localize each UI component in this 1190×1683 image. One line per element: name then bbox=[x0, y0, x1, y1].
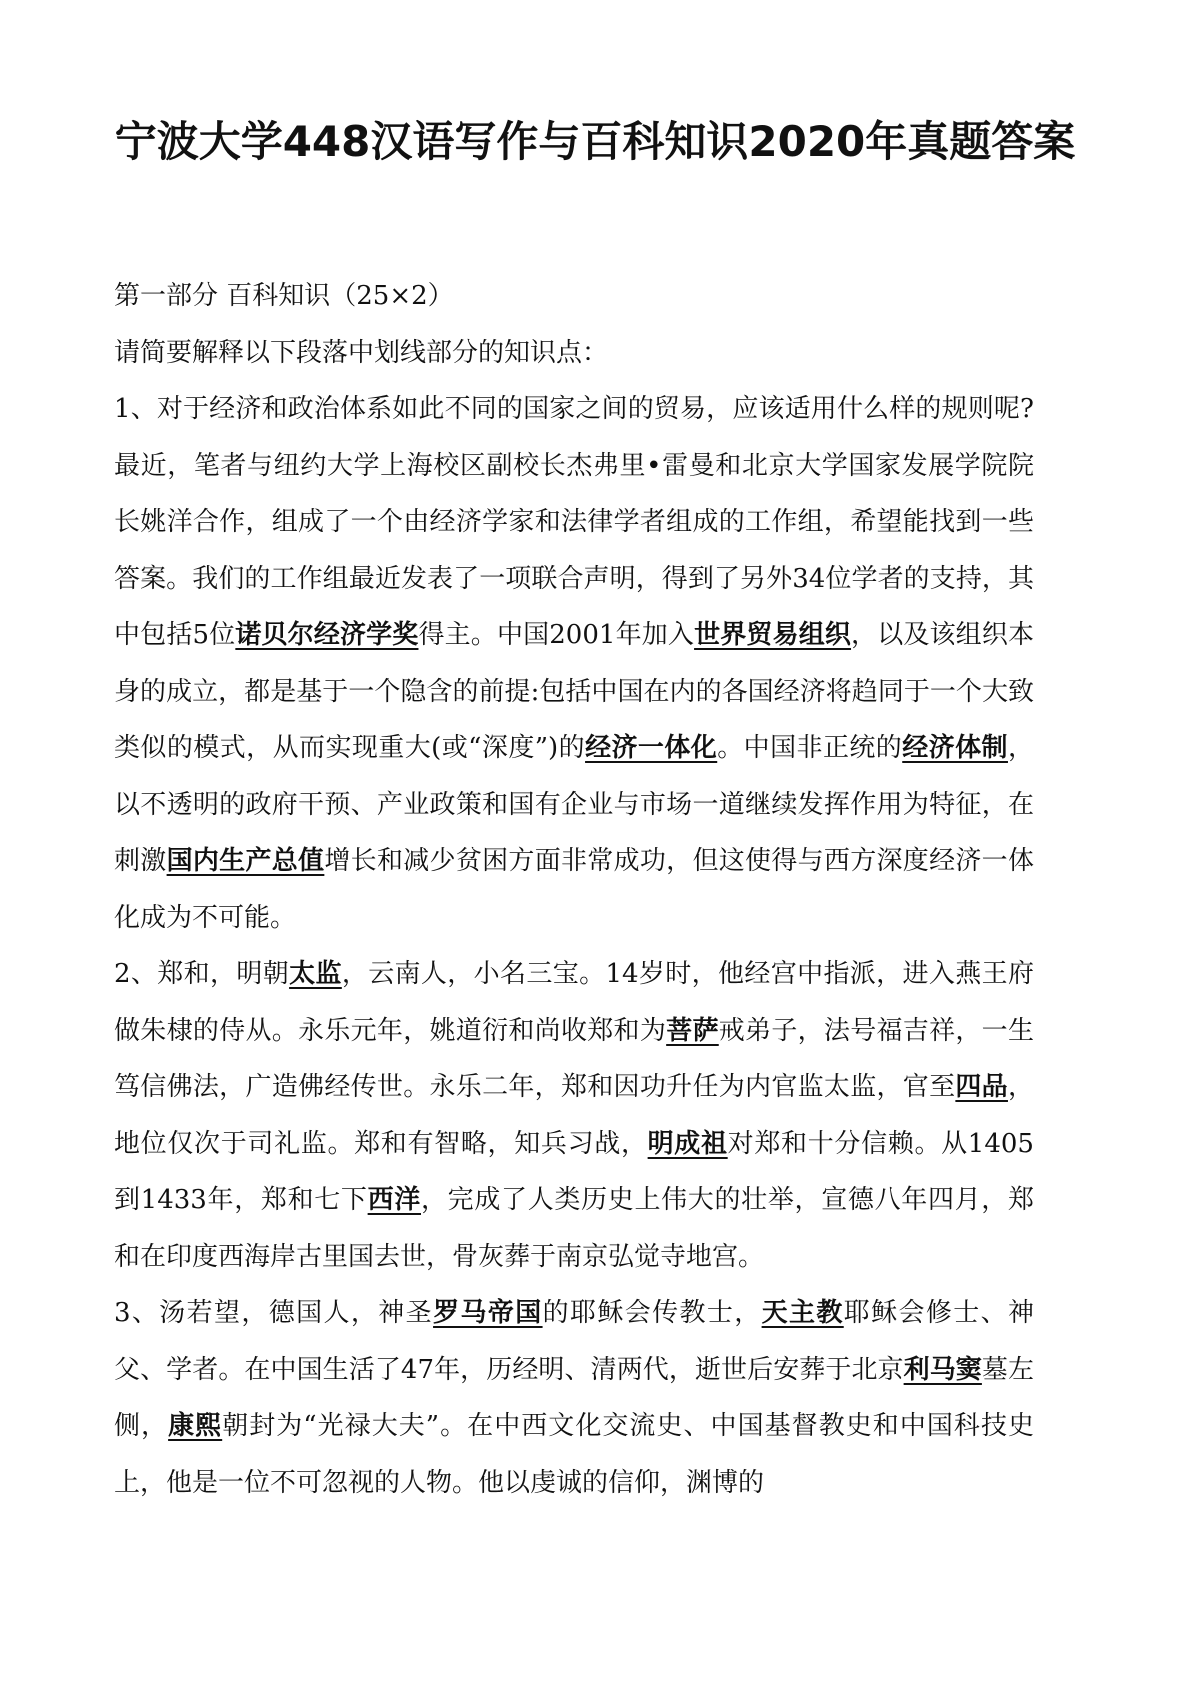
question-2-text: 对郑和十分信赖。从1405到1433年，郑和七下 bbox=[114, 1128, 1034, 1215]
question-1-text: 增长和减少贫困方面非常成功，但这使得与西方深度经济一体化成为不可能。 bbox=[114, 846, 1034, 933]
question-3-text: 3、汤若望，德国人，神圣 bbox=[114, 1298, 434, 1328]
underlined-term: 国内生产总值 bbox=[166, 846, 325, 876]
underlined-term: 利马窦 bbox=[903, 1354, 982, 1385]
question-1-text: ，以不透明的政府干预、产业政策和国有企业与市场一道继续发挥作用为特征，在刺激 bbox=[114, 733, 1034, 876]
question-1-text: 1、对于经济和政治体系如此不同的国家之间的贸易，应该适用什么样的规则呢?最近，笔者与纽约大学上海校区副校长杰弗里•雷曼和北京大学国家发展学院院长姚洋合作，组成了一个由经济学家和法律学者组成的工作组，希望能找到一些答案。我们的工作组最近发表了一项联合声明，得到了另外34位学者的支持，其中包括5位 bbox=[114, 394, 1034, 650]
underlined-term: 西洋 bbox=[367, 1185, 421, 1215]
question-2-text: 戒弟子，法号福吉祥，一生笃信佛法，广造佛经传世。永乐二年，郑和因功升任为内官监太监，官至 bbox=[114, 1015, 1034, 1102]
underlined-term: 太监 bbox=[289, 959, 342, 989]
question-2-paragraph bbox=[114, 946, 1034, 1285]
underlined-term: 诺贝尔经济学奖 bbox=[235, 620, 419, 650]
question-3-text: 耶稣会修士、神父、学者。在中国生活了47年，历经明、清两代，逝世后安葬于北京 bbox=[114, 1298, 1034, 1385]
page-title: 宁波大学448汉语写作与百科知识2020年真题答案 bbox=[114, 117, 1076, 166]
underlined-term: 罗马帝国 bbox=[433, 1298, 543, 1328]
question-3-paragraph bbox=[114, 1285, 1034, 1511]
document-body bbox=[114, 268, 1034, 1511]
underlined-term: 世界贸易组织 bbox=[694, 620, 852, 650]
question-3-text: 墓左侧， bbox=[114, 1354, 1034, 1441]
question-3-text: 朝封为“光禄大夫”。在中西文化交流史、中国基督教史和中国科技史上，他是一位不可忽视的人物。他以虔诚的信仰，渊博的 bbox=[114, 1411, 1034, 1498]
underlined-term: 明成祖 bbox=[647, 1128, 728, 1159]
question-1-text: ，以及该组织本身的成立，都是基于一个隐含的前提:包括中国在内的各国经济将趋同于一个大致类似的模式，从而实现重大(或“深度”)的 bbox=[114, 620, 1034, 763]
underlined-term: 康熙 bbox=[168, 1411, 223, 1441]
section-heading: 第一部分 百科知识（25×2） bbox=[114, 281, 454, 311]
question-2-text: ，地位仅次于司礼监。郑和有智略，知兵习战， bbox=[114, 1072, 1034, 1159]
question-1-text: 。中国非正统的 bbox=[717, 733, 903, 763]
underlined-term: 四品 bbox=[955, 1072, 1008, 1102]
question-2-text: 2、郑和，明朝 bbox=[114, 959, 290, 989]
underlined-term: 菩萨 bbox=[666, 1015, 719, 1046]
underlined-term: 天主教 bbox=[761, 1298, 844, 1328]
question-1-text: 得主。中国2001年加入 bbox=[418, 620, 695, 650]
question-2-text: ，完成了人类历史上伟大的壮举，宣德八年四月，郑和在印度西海岸古里国去世，骨灰葬于南京弘觉寺地宫。 bbox=[114, 1185, 1034, 1272]
instruction-text: 请简要解释以下段落中划线部分的知识点： bbox=[114, 337, 609, 368]
question-3-text: 的耶稣会传教士， bbox=[542, 1298, 762, 1328]
question-2-text: ，云南人，小名三宝。14岁时，他经宫中指派，进入燕王府做朱棣的侍从。永乐元年，姚道衍和尚收郑和为 bbox=[114, 959, 1034, 1046]
question-1-paragraph bbox=[114, 381, 1034, 946]
underlined-term: 经济一体化 bbox=[585, 733, 718, 763]
underlined-term: 经济体制 bbox=[902, 733, 1008, 763]
